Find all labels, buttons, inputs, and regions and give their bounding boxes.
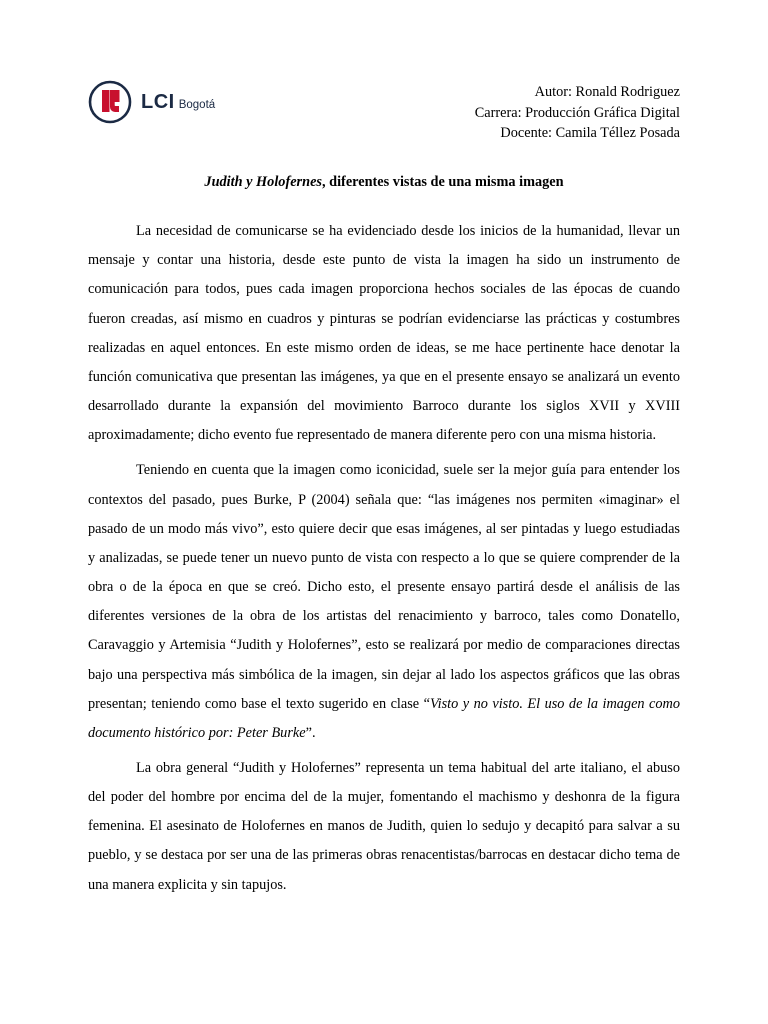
- paragraph-2-tail: ”.: [305, 724, 316, 741]
- document-body: [88, 217, 680, 900]
- paragraph-3: La obra general “Judith y Holofernes” representa un tema habitual del arte italiano, el abuso del poder del hombre por encima del de la mujer, fomentando el machismo y deshonra de la figura femenina. El asesinato de Holofernes en manos de Judith, quien lo sedujo y decapitó para salvar a su pueblo, y se destaca por ser una de las primeras obras renacentistas/barrocas en destacar dicho tema de una manera explicita y sin tapujos.: [88, 759, 680, 893]
- paragraph-1: La necesidad de comunicarse se ha evidenciado desde los inicios de la humanidad, llevar un mensaje y contar una historia, desde este punto de vista la imagen ha sido un instrumento de comunicación para todos, pues cada imagen proporciona hechos sociales de las épocas de cuando fueron creadas, así mismo en cuadros y pinturas se podrían evidenciarse las prácticas y costumbres realizadas en aquel entonces. En este mismo orden de ideas, se me hace pertinente hace denotar la función comunicativa que presentan las imágenes, ya que en el presente ensayo se analizará un evento desarrollado durante la expansión del movimiento Barroco durante los siglos XVII y XVIII aproximadamente; dicho evento fue representado de manera diferente pero con una misma historia.: [88, 223, 680, 444]
- logo-wordmark: [141, 92, 215, 112]
- page-title: [88, 174, 680, 191]
- paragraph-2: [88, 456, 680, 748]
- document-meta: [475, 78, 680, 144]
- meta-teacher: Docente: Camila Téllez Posada: [500, 125, 680, 142]
- institution-logo: [88, 78, 215, 124]
- logo-subtitle: Bogotá: [178, 99, 216, 111]
- page-title-italic: Judith y Holofernes: [204, 174, 322, 191]
- lci-logo-icon: [88, 80, 132, 124]
- logo-title: LCI: [141, 91, 175, 113]
- meta-author: Autor: Ronald Rodriguez: [534, 84, 680, 100]
- meta-program: Carrera: Producción Gráfica Digital: [474, 104, 680, 121]
- paragraph-2-citation: Visto y no visto. El uso de la imagen como documento histórico por: Peter Burke: [88, 695, 681, 741]
- paragraph-2-text: Teniendo en cuenta que la imagen como iconicidad, suele ser la mejor guía para entender los contextos del pasado, pues Burke, P (2004) señala que: “las imágenes nos permiten «imaginar» el pasado de un modo más vivo”, esto quiere decir que esas imágenes, al ser pintadas y luego estudiadas y analizadas, se puede tener un nuevo punto de vista con respecto a lo que se quiere comprender de la obra o de la época en que se creó. Dicho esto, el presente ensayo partirá desde el análisis de las diferentes versiones de la obra de los artistas del renacimiento y barroco, tales como Donatello, Caravaggio y Artemisia “Judith y Holofernes”, esto se realizará por medio de comparaciones directas bajo una perspectiva más simbólica de la imagen, sin dejar al lado los aspectos gráficos que las obras presentan; teniendo como base el texto sugerido en clase “: [88, 462, 680, 712]
- document-header: [88, 78, 680, 144]
- page-title-rest: , diferentes vistas de una misma imagen: [321, 174, 564, 191]
